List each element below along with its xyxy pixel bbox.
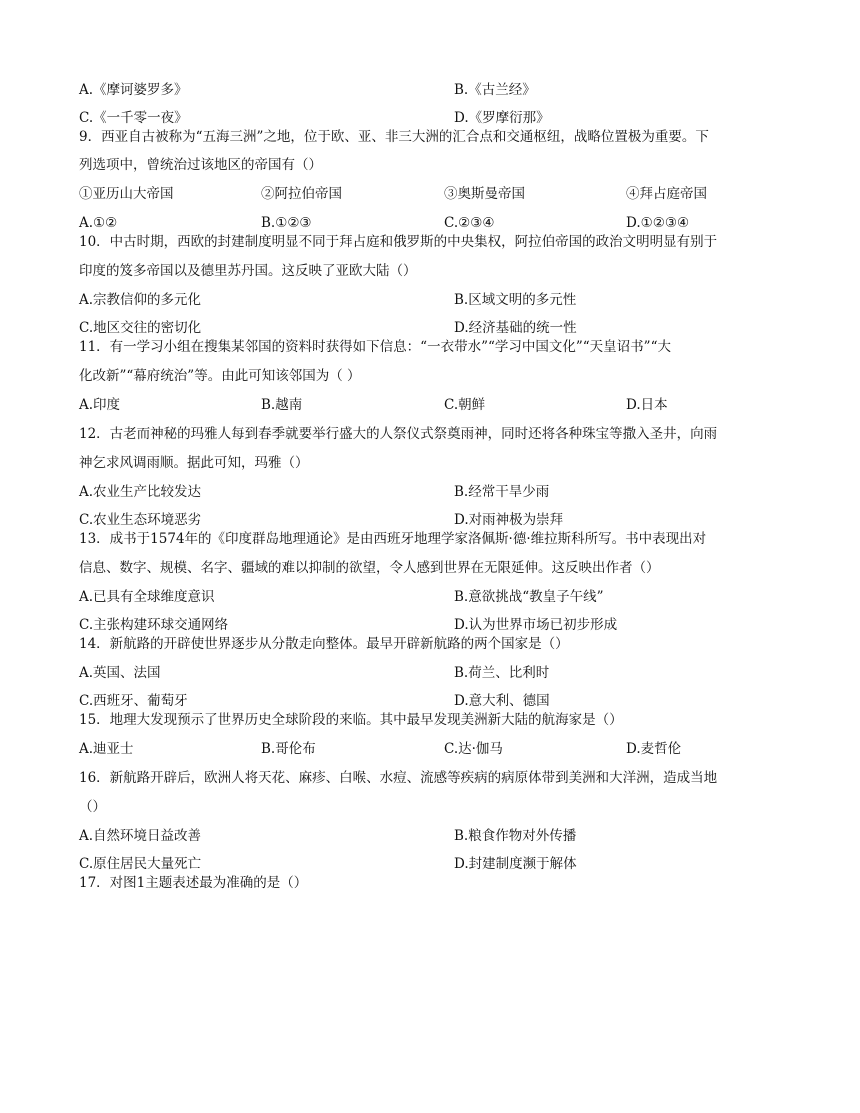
q9-item-4: ④拜占庭帝国 — [626, 186, 707, 202]
q9-option-c: C.②③④ — [444, 215, 495, 231]
q14-option-c: C.西班牙、葡萄牙 — [79, 693, 188, 709]
q10-option-c: C.地区交往的密切化 — [79, 320, 202, 336]
q9-stem-line2: 列选项中，曾统治过该地区的帝国有（） — [79, 157, 322, 173]
q8-option-b: B.《古兰经》 — [454, 82, 536, 98]
q10-stem-line2: 印度的笈多帝国以及德里苏丹国。这反映了亚欧大陆（） — [79, 263, 417, 279]
q9-option-b: B.①②③ — [261, 215, 312, 231]
q9-stem-line1: 9．西亚自古被称为“五海三洲”之地，位于欧、亚、非三大洲的汇合点和交通枢纽，战略位置极为重要。下 — [79, 129, 709, 145]
q11-option-d: D.日本 — [626, 397, 668, 413]
q16-option-c: C.原住居民大量死亡 — [79, 856, 202, 872]
q13-option-c: C.主张构建环球交通网络 — [79, 617, 229, 633]
q9-item-2: ②阿拉伯帝国 — [261, 186, 342, 202]
q8-option-a: A.《摩诃婆罗多》 — [79, 82, 188, 98]
q13-option-b: B.意欲挑战“教皇子午线” — [454, 589, 604, 605]
q12-option-d: D.对雨神极为崇拜 — [454, 512, 564, 528]
q11-option-a: A.印度 — [79, 397, 121, 413]
q13-option-a: A.已具有全球维度意识 — [79, 589, 215, 605]
q12-stem-line2: 神乞求风调雨顺。据此可知，玛雅（） — [79, 455, 309, 471]
q16-option-a: A.自然环境日益改善 — [79, 828, 202, 844]
q10-option-d: D.经济基础的统一性 — [454, 320, 577, 336]
q9-option-d: D.①②③④ — [626, 215, 690, 231]
q17-stem-line1: 17．对图1主题表述最为准确的是（） — [79, 875, 308, 891]
q13-stem-line1: 13．成书于1574年的《印度群岛地理通论》是由西班牙地理学家洛佩斯·德·维拉斯科所写。书中表现出对 — [79, 531, 707, 547]
q12-option-a: A.农业生产比较发达 — [79, 484, 202, 500]
q15-option-a: A.迪亚士 — [79, 741, 134, 757]
q11-stem-line1: 11．有一学习小组在搜集某邻国的资料时获得如下信息：“一衣带水”“学习中国文化”“天皇诏书”“大 — [79, 339, 671, 355]
q13-option-d: D.认为世界市场已初步形成 — [454, 617, 618, 633]
q9-option-a: A.①② — [79, 215, 118, 231]
q8-option-c: C.《一千零一夜》 — [79, 110, 188, 126]
q11-option-b: B.越南 — [261, 397, 303, 413]
q13-stem-line2: 信息、数字、规模、名字、疆域的难以抑制的欲望，令人感到世界在无限延伸。这反映出作者（） — [79, 560, 660, 576]
q12-option-b: B.经常干旱少雨 — [454, 484, 550, 500]
q12-option-c: C.农业生态环境恶劣 — [79, 512, 202, 528]
q8-option-d: D.《罗摩衍那》 — [454, 110, 550, 126]
q9-item-3: ③奥斯曼帝国 — [444, 186, 525, 202]
q15-option-c: C.达·伽马 — [444, 741, 503, 757]
q14-option-b: B.荷兰、比利时 — [454, 665, 550, 681]
q16-option-d: D.封建制度濒于解体 — [454, 856, 577, 872]
q16-stem-line1: 16．新航路开辟后，欧洲人将天花、麻疹、白喉、水痘、流感等疾病的病原体带到美洲和大洋洲，造成当地 — [79, 770, 718, 786]
q16-stem-line2: （） — [79, 799, 106, 815]
q9-item-1: ①亚历山大帝国 — [79, 186, 174, 202]
q12-stem-line1: 12．古老而神秘的玛雅人每到春季就要举行盛大的人祭仪式祭奠雨神，同时还将各种珠宝等撒入圣井，向雨 — [79, 426, 718, 442]
q15-option-d: D.麦哲伦 — [626, 741, 682, 757]
q16-option-b: B.粮食作物对外传播 — [454, 828, 577, 844]
q10-option-a: A.宗教信仰的多元化 — [79, 292, 202, 308]
q15-option-b: B.哥伦布 — [261, 741, 316, 757]
q10-stem-line1: 10．中古时期，西欧的封建制度明显不同于拜占庭和俄罗斯的中央集权，阿拉伯帝国的政治文明明显有别于 — [79, 234, 718, 250]
q14-stem-line1: 14．新航路的开辟使世界逐步从分散走向整体。最早开辟新航路的两个国家是（） — [79, 636, 569, 652]
q10-option-b: B.区域文明的多元性 — [454, 292, 577, 308]
q14-option-d: D.意大利、德国 — [454, 693, 550, 709]
q15-stem-line1: 15．地理大发现预示了世界历史全球阶段的来临。其中最早发现美洲新大陆的航海家是（） — [79, 712, 623, 728]
q11-stem-line2: 化改新”“幕府统治”等。由此可知该邻国为（ ） — [79, 368, 361, 384]
q11-option-c: C.朝鲜 — [444, 397, 486, 413]
q14-option-a: A.英国、法国 — [79, 665, 161, 681]
